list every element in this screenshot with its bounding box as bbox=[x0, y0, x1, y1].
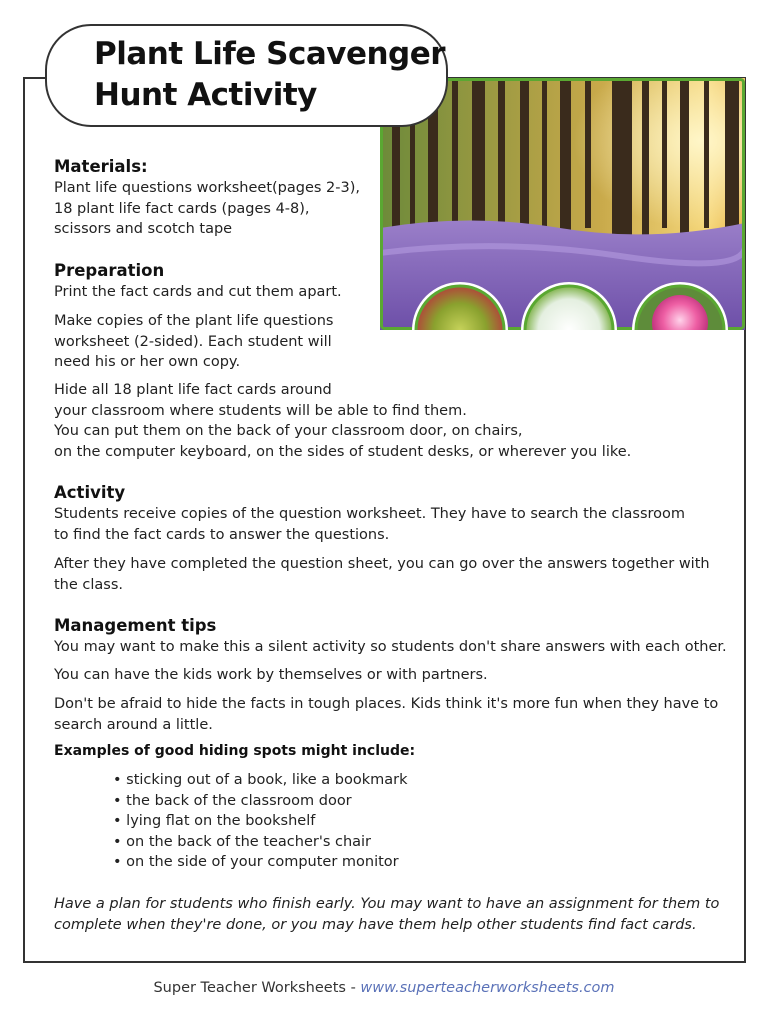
preparation-line: your classroom where students will be able to find them. bbox=[54, 402, 467, 419]
closing-note-line: Have a plan for students who finish early. You may want to have an assignment for them to bbox=[54, 896, 720, 912]
preparation-line: Make copies of the plant life questions bbox=[54, 313, 334, 329]
list-item: • on the side of your computer monitor bbox=[113, 854, 399, 870]
hiding-spots-list bbox=[113, 770, 408, 873]
page-title-line2: Hunt Activity bbox=[94, 77, 317, 113]
examples-heading: Examples of good hiding spots might include: bbox=[54, 743, 416, 759]
activity-heading: Activity bbox=[54, 483, 126, 502]
management-heading: Management tips bbox=[54, 616, 217, 635]
materials-line: Plant life questions worksheet(pages 2-3), bbox=[54, 180, 360, 196]
list-item: • lying flat on the bookshelf bbox=[113, 813, 316, 829]
activity-line: to find the fact cards to answer the questions. bbox=[54, 526, 390, 543]
preparation-line: need his or her own copy. bbox=[54, 354, 241, 370]
preparation-paragraph: Print the fact cards and cut them apart. bbox=[54, 284, 342, 300]
footer bbox=[0, 980, 768, 996]
forest-photo-illustration bbox=[380, 78, 745, 330]
management-line: search around a little. bbox=[54, 716, 213, 733]
preparation-line: Hide all 18 plant life fact cards around bbox=[54, 382, 332, 398]
activity-line: the class. bbox=[54, 576, 124, 593]
management-line: Don't be afraid to hide the facts in tough places. Kids think it's more fun when they have to bbox=[54, 696, 719, 712]
page-title-line1: Plant Life Scavenger bbox=[94, 36, 446, 72]
materials-line: scissors and scotch tape bbox=[54, 221, 233, 237]
footer-link[interactable]: www.superteacherworksheets.com bbox=[360, 980, 615, 996]
activity-line: After they have completed the question sheet, you can go over the answers together with bbox=[54, 556, 710, 572]
closing-note-line: complete when they're done, or you may have them help other students find fact cards. bbox=[54, 916, 697, 933]
preparation-line: worksheet (2-sided). Each student will bbox=[54, 333, 332, 350]
management-paragraph: You can have the kids work by themselves or with partners. bbox=[54, 667, 488, 683]
list-item: • sticking out of a book, like a bookmark bbox=[113, 772, 408, 788]
activity-line: Students receive copies of the question worksheet. They have to search the classroom bbox=[54, 506, 686, 522]
list-item: • the back of the classroom door bbox=[113, 792, 352, 809]
footer-brand: Super Teacher Worksheets - bbox=[153, 980, 361, 996]
preparation-line: You can put them on the back of your classroom door, on chairs, bbox=[54, 423, 523, 439]
materials-heading: Materials: bbox=[54, 157, 148, 176]
preparation-line: on the computer keyboard, on the sides of student desks, or wherever you like. bbox=[54, 443, 632, 460]
materials-line: 18 plant life fact cards (pages 4-8), bbox=[54, 200, 310, 217]
preparation-heading: Preparation bbox=[54, 261, 165, 280]
management-paragraph: You may want to make this a silent activity so students don't share answers with each other. bbox=[54, 639, 727, 655]
list-item: • on the back of the teacher's chair bbox=[113, 833, 372, 850]
